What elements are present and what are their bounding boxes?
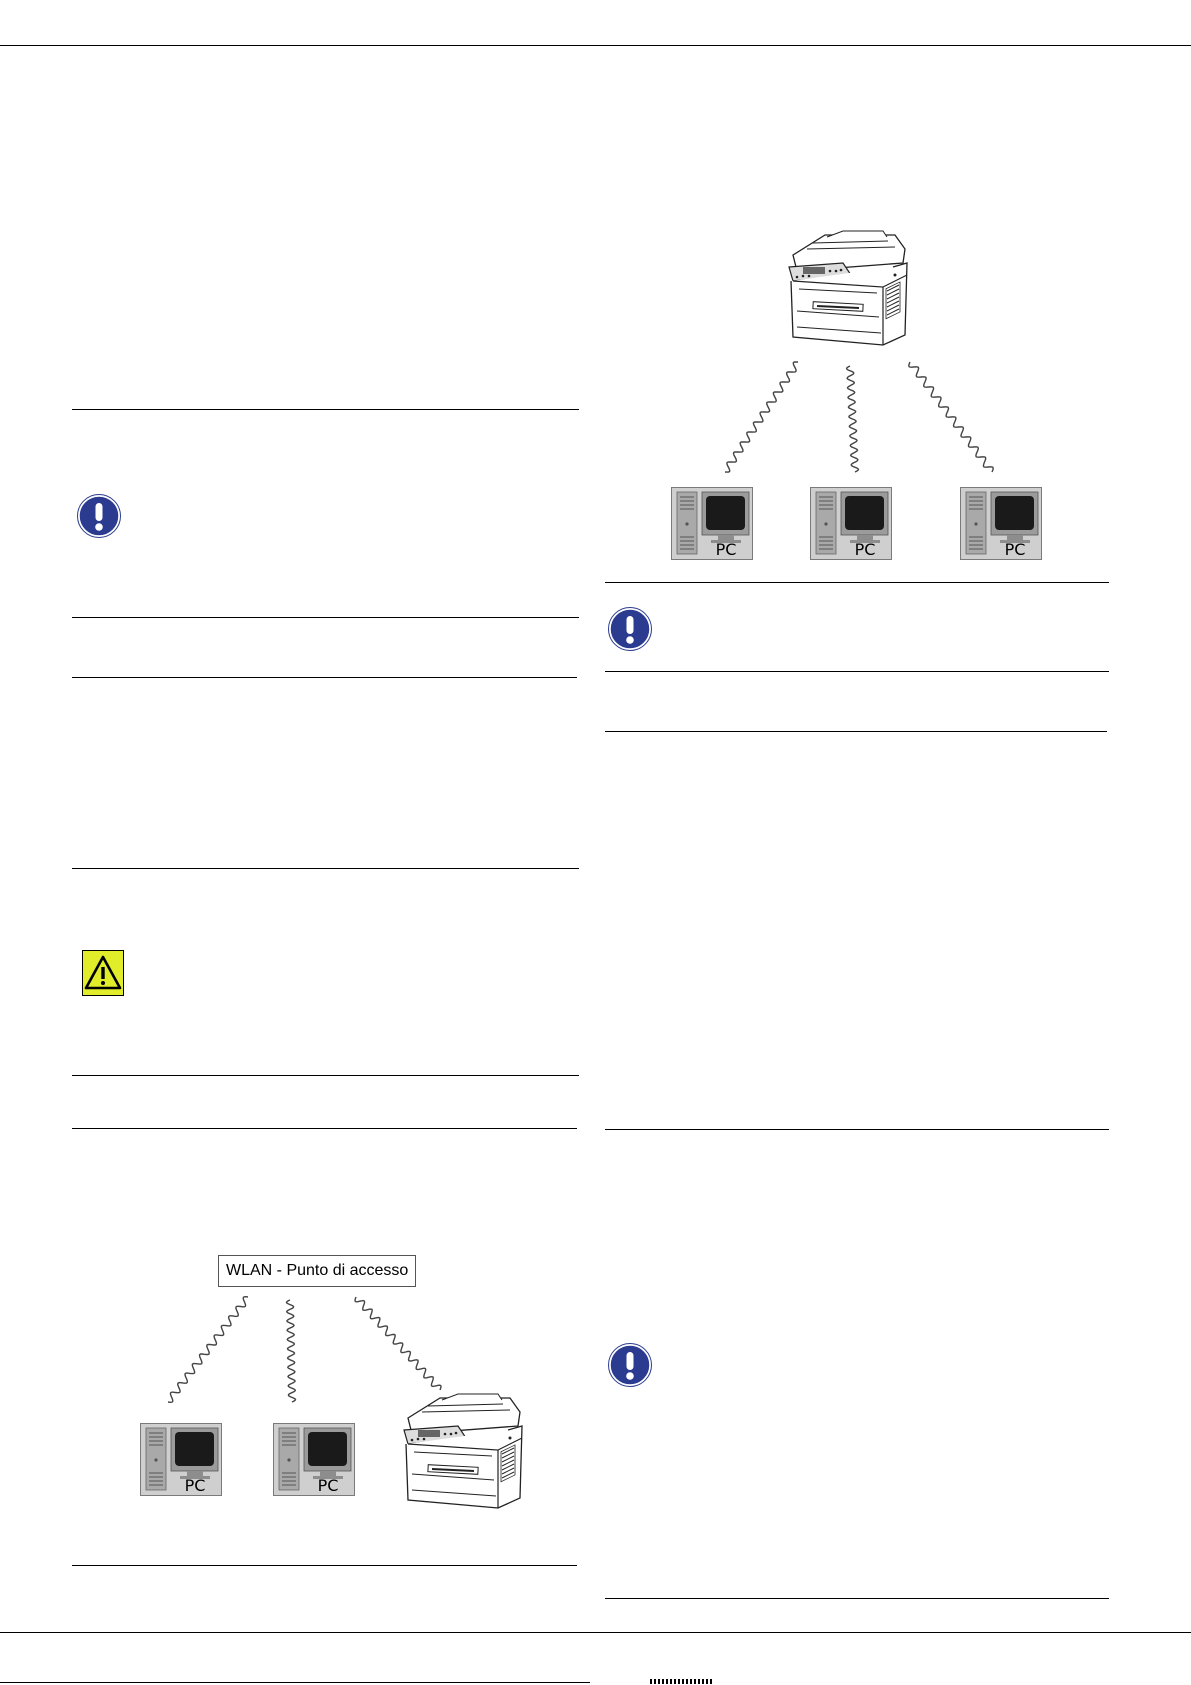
- right-rule-4: [605, 1129, 1109, 1130]
- left-rule-4: [72, 868, 579, 869]
- printer-illustration: [398, 1390, 528, 1518]
- pc-icon: [671, 487, 753, 560]
- left-rule-5: [72, 1075, 579, 1076]
- wireless-link-path: [725, 362, 798, 472]
- pc-label: PC: [184, 1476, 206, 1495]
- exclamation-circle-icon: [608, 607, 652, 651]
- pc-label: PC: [1004, 540, 1026, 559]
- pc-label: PC: [854, 540, 876, 559]
- right-rule-5: [605, 1598, 1109, 1599]
- pc-icon: [140, 1423, 222, 1496]
- right-rule-3: [605, 731, 1107, 732]
- pc-icon: [810, 487, 892, 560]
- access-point-label: WLAN - Punto di accesso: [218, 1255, 416, 1287]
- right-rule-2: [605, 671, 1109, 672]
- adhoc-network-figure: [600, 220, 1120, 560]
- right-rule-1: [605, 582, 1109, 583]
- left-rule-6: [72, 1128, 577, 1129]
- wireless-link-path: [355, 1297, 441, 1390]
- left-rule-1: [72, 409, 579, 410]
- pc-icon: [273, 1423, 355, 1496]
- wireless-link-path: [847, 366, 859, 472]
- header-rule: [0, 45, 1191, 46]
- left-rule-7: [72, 1565, 577, 1566]
- warning-triangle-icon: [82, 950, 124, 996]
- wireless-link-path: [909, 362, 993, 472]
- left-rule-3: [72, 677, 577, 678]
- wireless-link-path: [168, 1297, 248, 1403]
- exclamation-circle-icon: [608, 1343, 652, 1387]
- footer-scan-mark: [650, 1679, 712, 1684]
- wireless-link-path: [287, 1300, 296, 1402]
- footer-rule-short: [0, 1682, 590, 1683]
- exclamation-circle-icon: [77, 494, 121, 538]
- infrastructure-network-figure: [130, 1250, 530, 1518]
- pc-label: PC: [715, 540, 737, 559]
- left-rule-2: [72, 617, 579, 618]
- pc-label: PC: [317, 1476, 339, 1495]
- footer-rule: [0, 1632, 1191, 1633]
- pc-icon: [960, 487, 1042, 560]
